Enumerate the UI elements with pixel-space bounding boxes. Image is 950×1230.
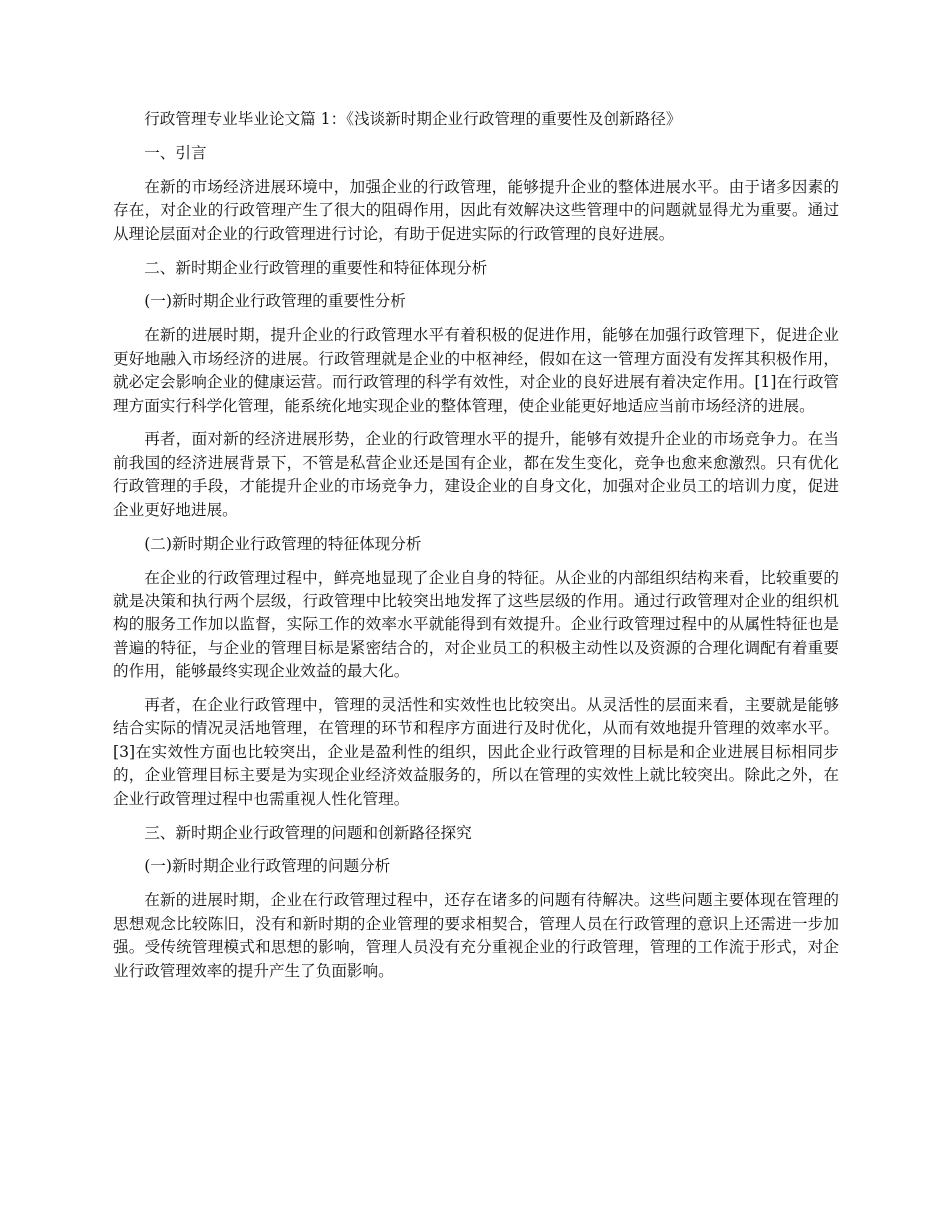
- document-title: 行政管理专业毕业论文篇 1：《浅谈新时期企业行政管理的重要性及创新路径》: [144, 110, 682, 128]
- section-heading-importance-features: 二、新时期企业行政管理的重要性和特征体现分析: [144, 258, 488, 277]
- section-heading-introduction: 一、引言: [144, 143, 207, 162]
- paragraph: 在新的市场经济进展环境中，加强企业的行政管理，能够提升企业的整体进展水平。由于诸多因素的存在，对企业的行政管理产生了很大的阻碍作用，因此有效解决这些管理中的问题就显得尤为重要。通过从理论层面对企业的行政管理进行讨论，有助于促进实际的行政管理的良好进展。: [113, 177, 839, 243]
- paragraph: 在新的进展时期，提升企业的行政管理水平有着积极的促进作用，能够在加强行政管理下，促进企业更好地融入市场经济的进展。行政管理就是企业的中枢神经，假如在这一管理方面没有发挥其积极作用，就必定会影响企业的健康运营。而行政管理的科学有效性，对企业的良好进展有着决定作用。[1]在行政管理方面实行科学化管理，能系统化地实现企业的整体管理，使企业能更好地适应当前市场经济的进展。: [113, 326, 839, 415]
- section-heading-problems-innovation: 三、新时期企业行政管理的问题和创新路径探究: [144, 823, 472, 842]
- paragraph: 在企业的行政管理过程中，鲜亮地显现了企业自身的特征。从企业的内部组织结构来看，比较重要的就是决策和执行两个层级，行政管理中比较突出地发挥了这些层级的作用。通过行政管理对企业的组织机构的服务工作加以监督，实际工作的效率水平就能得到有效提升。企业行政管理过程中的从属性特征也是普遍的特征，与企业的管理目标是紧密结合的，对企业员工的积极主动性以及资源的合理化调配有着重要的作用，能够最终实现企业效益的最大化。: [113, 568, 839, 681]
- subsection-heading-problems: (一)新时期企业行政管理的问题分析: [144, 857, 391, 876]
- subsection-heading-importance: (一)新时期企业行政管理的重要性分析: [144, 292, 406, 311]
- paragraph: 在新的进展时期，企业在行政管理过程中，还存在诸多的问题有待解决。这些问题主要体现在管理的思想观念比较陈旧，没有和新时期的企业管理的要求相契合，管理人员在行政管理的意识上还需进一步加强。受传统管理模式和思想的影响，管理人员没有充分重视企业的行政管理，管理的工作流于形式，对企业行政管理效率的提升产生了负面影响。: [113, 891, 839, 980]
- paragraph: 再者，在企业行政管理中，管理的灵活性和实效性也比较突出。从灵活性的层面来看，主要就是能够结合实际的情况灵活地管理，在管理的环节和程序方面进行及时优化，从而有效地提升管理的效率水平。[3]在实效性方面也比较突出，企业是盈利性的组织，因此企业行政管理的目标是和企业进展目标相同步的，企业管理目标主要是为实现企业经济效益服务的，所以在管理的实效性上就比较突出。除此之外，在企业行政管理过程中也需重视人性化管理。: [113, 696, 839, 808]
- document-page: [113, 108, 839, 994]
- subsection-heading-features: (二)新时期企业行政管理的特征体现分析: [144, 534, 422, 553]
- paragraph: 再者，面对新的经济进展形势，企业的行政管理水平的提升，能够有效提升企业的市场竞争力。在当前我国的经济进展背景下，不管是私营企业还是国有企业，都在发生变化，竞争也愈来愈激烈。只有优化行政管理的手段，才能提升企业的市场竞争力，建设企业的自身文化，加强对企业员工的培训力度，促进企业更好地进展。: [113, 430, 839, 519]
